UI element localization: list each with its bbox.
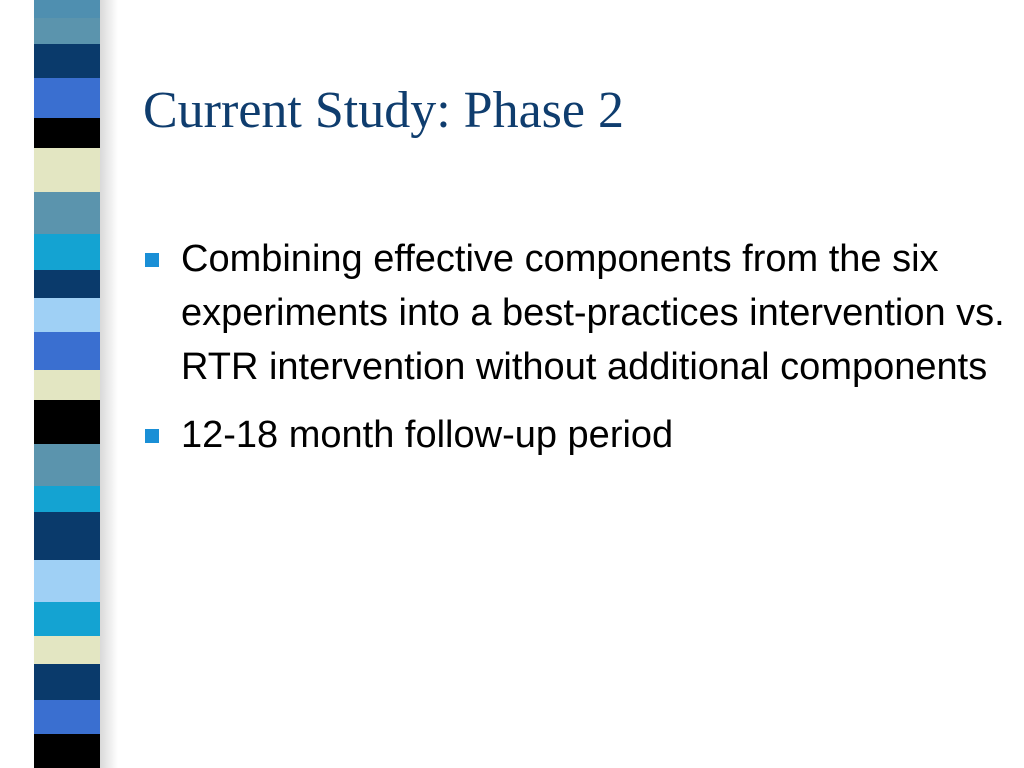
stripe-block	[34, 512, 100, 560]
stripe-block	[34, 332, 100, 370]
stripe-block	[34, 0, 100, 18]
stripe-block	[34, 44, 100, 78]
stripe-block	[34, 636, 100, 664]
stripe-block	[34, 664, 100, 700]
bullet-list	[143, 232, 1013, 476]
stripe-block	[34, 486, 100, 512]
stripe-block	[34, 298, 100, 332]
stripe-block	[34, 234, 100, 270]
stripe-column	[34, 0, 100, 768]
stripe-block	[34, 18, 100, 44]
stripe-block	[34, 602, 100, 636]
stripe-block	[34, 370, 100, 400]
bullet-text: 12-18 month follow-up period	[181, 414, 674, 456]
stripe-block	[34, 700, 100, 734]
decorative-stripe-band	[0, 0, 118, 768]
stripe-block	[34, 734, 100, 768]
bullet-text: Combining effective components from the six experiments into a best-practices intervention vs. RTR intervention without additional components	[181, 238, 1005, 388]
stripe-block	[34, 78, 100, 118]
bullet-item	[143, 408, 1013, 462]
stripe-block	[34, 400, 100, 444]
slide-title: Current Study: Phase 2	[143, 82, 624, 139]
stripe-block	[34, 270, 100, 298]
stripe-block	[34, 560, 100, 602]
square-bullet-icon	[145, 253, 159, 267]
bullet-item	[143, 232, 1013, 394]
stripe-block	[34, 192, 100, 234]
stripe-block	[34, 118, 100, 148]
square-bullet-icon	[145, 429, 159, 443]
stripe-block	[34, 148, 100, 192]
stripe-block	[34, 444, 100, 486]
